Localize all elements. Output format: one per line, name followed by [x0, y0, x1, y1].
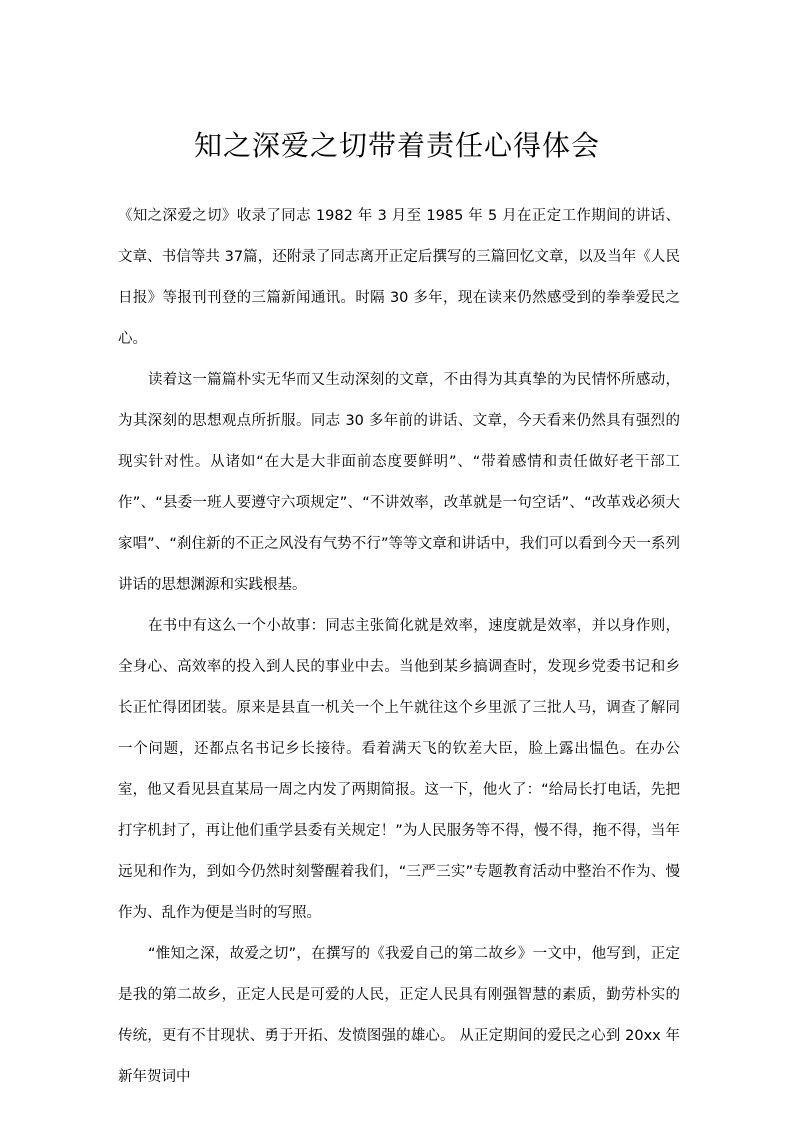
document-title: 知之深爱之切带着责任心得体会: [193, 129, 600, 162]
paragraph-2: 读着这一篇篇朴实无华而又生动深刻的文章，不由得为其真挚的为民情怀所感动，为其深刻的思想观点所折服。同志 30 多年前的讲话、文章，今天看来仍然具有强烈的现实针对性。从诸如“在大是大非面前态度要鲜明”、“带着感情和责任做好老干部工作”、“县委一班人要遵守六项规定”、“不讲效率，改革就是一句空话”、“改革戏必须大家唱”、“刹住新的不正之风没有气势不行”等等文章和讲话中，我们可以看到今天一系列讲话的思想渊源和实践根基。: [118, 372, 680, 593]
paragraph-4: “惟知之深，故爱之切”，在撰写的《我爱自己的第二故乡》一文中，他写到，正定是我的第二故乡，正定人民是可爱的人民，正定人民具有刚强智慧的素质，勤劳朴实的传统，更有不甘现状、勇于开拓、发愤图强的雄心。 从正定期间的爱民之心到 20xx 年新年贺词中: [118, 946, 680, 1085]
paragraph-1: 《知之深爱之切》收录了同志 1982 年 3 月至 1985 年 5 月在正定工作期间的讲话、文章、书信等共 37篇，还附录了同志离开正定后撰写的三篇回忆文章，以及当年《人民日报》等报刊刊登的三篇新闻通讯。时隔 30 多年，现在读来仍然感受到的拳拳爱民之心。: [118, 208, 680, 347]
paragraph-3: 在书中有这么一个小故事：同志主张简化就是效率，速度就是效率，并以身作则，全身心、高效率的投入到人民的事业中去。当他到某乡搞调查时，发现乡党委书记和乡长正忙得团团装。原来是县直一机关一个上午就往这个乡里派了三批人马，调查了解同一个问题，还都点名书记乡长接待。看着满天飞的钦差大臣，脸上露出愠色。在办公室，他又看见县直某局一周之内发了两期简报。这一下，他火了：“给局长打电话，先把打字机封了，再让他们重学县委有关规定！”为人民服务等不得，慢不得，拖不得，当年远见和作为，到如今仍然时刻警醒着我们，“三严三实”专题教育活动中整治不作为、慢作为、乱作为便是当时的写照。: [118, 618, 680, 921]
document-body: [118, 196, 680, 1098]
